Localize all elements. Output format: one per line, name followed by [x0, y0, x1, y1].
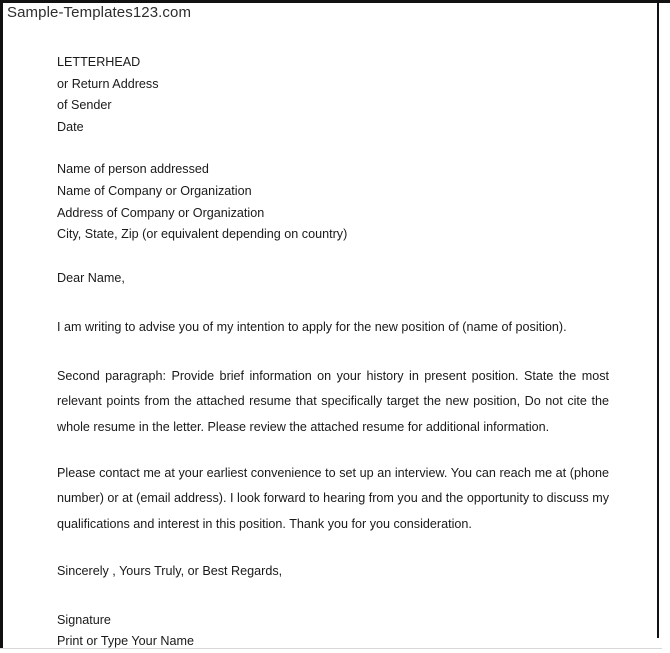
- site-watermark: Sample-Templates123.com: [7, 4, 192, 21]
- letterhead-line: LETTERHEAD: [57, 55, 141, 69]
- printed-name-line: Print or Type Your Name: [57, 634, 194, 649]
- spacer: [57, 440, 609, 461]
- signature-line: Signature: [57, 612, 111, 627]
- letterhead-block: [57, 52, 609, 138]
- page-border-left: [0, 0, 3, 648]
- recipient-line: City, State, Zip (or equivalent depending on country): [57, 227, 348, 242]
- letter-content: [57, 52, 609, 653]
- spacer: [57, 341, 609, 364]
- page-border-top: [0, 0, 670, 3]
- spacer: [57, 138, 609, 159]
- spacer: [57, 289, 609, 315]
- body-paragraph-3: Please contact me at your earliest convenience to set up an interview. You can reach me at (phone number) or at (email address). I look forward to hearing from you and the opportunity to discuss my qualifications and interest in this position. Thank you for you consideration.: [57, 465, 609, 531]
- recipient-line: Name of Company or Organization: [57, 183, 252, 198]
- spacer: [57, 537, 609, 561]
- recipient-address-block: [57, 159, 609, 245]
- letterhead-line: of Sender: [57, 98, 112, 113]
- page-border-right: [657, 0, 659, 638]
- signature-block: [57, 610, 609, 653]
- letterhead-line: Date: [57, 119, 84, 134]
- recipient-line: Address of Company or Organization: [57, 205, 265, 220]
- body-paragraph-2: Second paragraph: Provide brief information on your history in present position. State the most relevant points from the attached resume that specifically target the new position, Do not cite the whole resume in the letter. Please review the attached resume for additional information.: [57, 368, 609, 434]
- body-paragraph-1: I am writing to advise you of my intention to apply for the new position of (name of position).: [57, 320, 567, 335]
- recipient-line: Name of person addressed: [57, 162, 209, 177]
- salutation: Dear Name,: [57, 270, 125, 285]
- spacer: [57, 246, 609, 268]
- letterhead-line: or Return Address: [57, 76, 159, 91]
- closing-salutation: Sincerely , Yours Truly, or Best Regards,: [57, 564, 283, 579]
- spacer: [57, 583, 609, 610]
